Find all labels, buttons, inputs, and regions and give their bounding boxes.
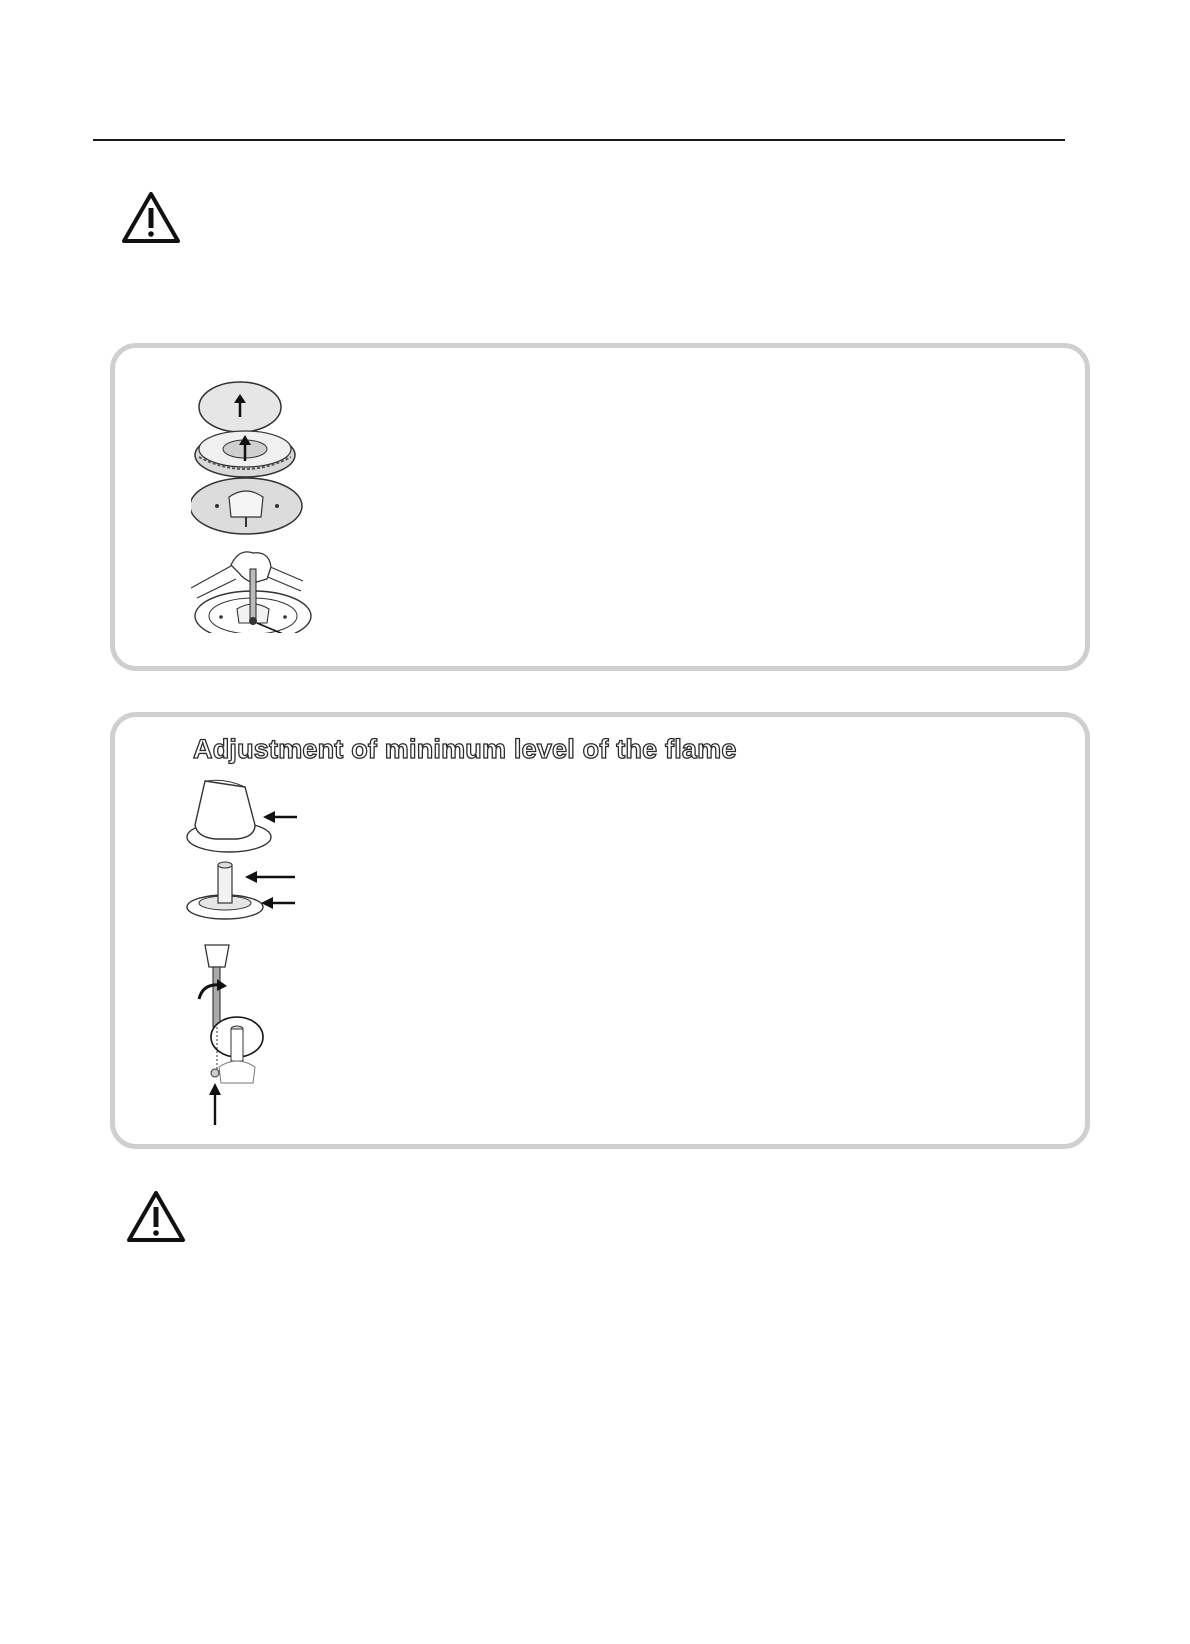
- flame-adjustment-panel: [110, 712, 1090, 1149]
- injector-wrench-illustration: [191, 552, 311, 633]
- screwdriver-adjust-illustration: [199, 945, 263, 1125]
- control-knob-illustration: [187, 780, 297, 852]
- flame-adjustment-illustration: [185, 777, 325, 1142]
- burner-cap-lift-illustration: [199, 382, 281, 432]
- warning-triangle-icon: [126, 1190, 186, 1243]
- warning-triangle-icon: [121, 191, 181, 244]
- burner-crown-lift-illustration: [195, 431, 295, 477]
- knob-spindle-illustration: [187, 862, 295, 919]
- burner-parts-illustration: [191, 373, 321, 638]
- flame-adjustment-title: Adjustment of minimum level of the flame: [193, 734, 737, 764]
- burner-removal-panel: [110, 343, 1090, 671]
- header-rule: [93, 139, 1065, 141]
- burner-base-illustration: [191, 478, 302, 534]
